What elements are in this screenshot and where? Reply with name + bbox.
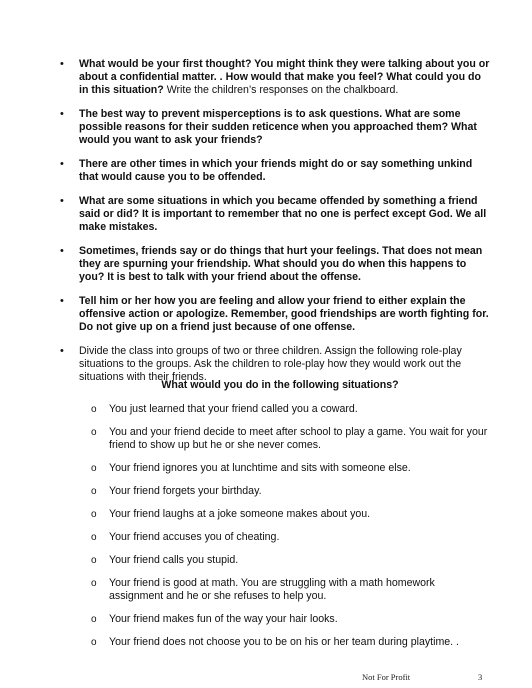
circle-bullet: o (91, 404, 97, 415)
situation-item (91, 462, 491, 475)
situation-text: Your friend calls you stupid. (109, 554, 239, 566)
situation-text: Your friend ignores you at lunchtime and sits with someone else. (109, 462, 411, 474)
circle-bullet: o (91, 463, 97, 474)
situation-item (91, 636, 491, 649)
situations-heading: What would you do in the following situations? (161, 379, 399, 391)
circle-bullet: o (91, 486, 97, 497)
discussion-bullet-list (60, 58, 490, 395)
bullet-item-2 (60, 108, 490, 147)
bullet-dot: • (60, 345, 64, 357)
situation-text: Your friend accuses you of cheating. (109, 531, 280, 543)
situation-text: Your friend is good at math. You are struggling with a math homework assignment and he or she refuses to help you. (109, 577, 435, 602)
situation-item (91, 554, 491, 567)
bullet-bold-text: What would be your first thought? You might think they were talking about you or about a confidential matter. . How would that make you feel? What could you do in this situation? (79, 58, 490, 96)
bullet-bold-text: There are other times in which your friends might do or say something unkind that would cause you to be offended. (79, 158, 473, 183)
bullet-bold-text: Sometimes, friends say or do things that hurt your feelings. That does not mean they are spurning your friendship. What should you do when this happens to you? It is best to talk with your friend about the offense. (79, 245, 483, 283)
bullet-bold-text: What are some situations in which you became offended by something a friend said or did? It is important to remember that no one is perfect except God. We all make mistakes. (79, 195, 487, 233)
bullet-item-4 (60, 195, 490, 234)
bullet-item-1 (60, 58, 490, 97)
bullet-normal-text: Divide the class into groups of two or three children. Assign the following role-play situations to the groups. Ask the children to role-play how they would work out the situations with their friends. (79, 345, 462, 383)
footer-note: Not For Profit (362, 672, 411, 682)
bullet-item-6 (60, 295, 490, 334)
bullet-dot: • (60, 58, 64, 70)
bullet-dot: • (60, 295, 64, 307)
situation-text: Your friend does not choose you to be on his or her team during playtime. . (109, 636, 460, 648)
bullet-dot: • (60, 158, 64, 170)
situation-item (91, 613, 491, 626)
bullet-item-5 (60, 245, 490, 284)
situation-text: Your friend laughs at a joke someone makes about you. (109, 508, 371, 520)
bullet-item-3 (60, 158, 490, 184)
circle-bullet: o (91, 532, 97, 543)
bullet-dot: • (60, 108, 64, 120)
bullet-normal-text: Write the children’s responses on the chalkboard. (163, 84, 399, 96)
circle-bullet: o (91, 555, 97, 566)
circle-bullet: o (91, 614, 97, 625)
situation-item (91, 485, 491, 498)
bullet-dot: • (60, 245, 64, 257)
situation-item (91, 403, 491, 416)
situation-item (91, 426, 491, 452)
situations-list (91, 403, 491, 659)
bullet-bold-text: Tell him or her how you are feeling and allow your friend to either explain the offensive action or apologize. Remember, good friendships are worth fighting for. Do not give up on a friend just because of one offense. (79, 295, 489, 333)
situation-item (91, 508, 491, 521)
bullet-dot: • (60, 195, 64, 207)
circle-bullet: o (91, 578, 97, 589)
situation-text: Your friend forgets your birthday. (109, 485, 262, 497)
bullet-bold-text: The best way to prevent misperceptions is to ask questions. What are some possible reasons for their sudden reticence when you approached them? What would you want to ask your friends? (79, 108, 477, 146)
situation-item (91, 577, 491, 603)
situation-text: You just learned that your friend called you a coward. (109, 403, 358, 415)
situation-item (91, 531, 491, 544)
circle-bullet: o (91, 509, 97, 520)
situation-text: Your friend makes fun of the way your hair looks. (109, 613, 338, 625)
circle-bullet: o (91, 637, 97, 648)
page-number: 3 (478, 672, 483, 682)
circle-bullet: o (91, 427, 97, 438)
situation-text: You and your friend decide to meet after school to play a game. You wait for your friend to show up but he or she never comes. (109, 426, 488, 451)
